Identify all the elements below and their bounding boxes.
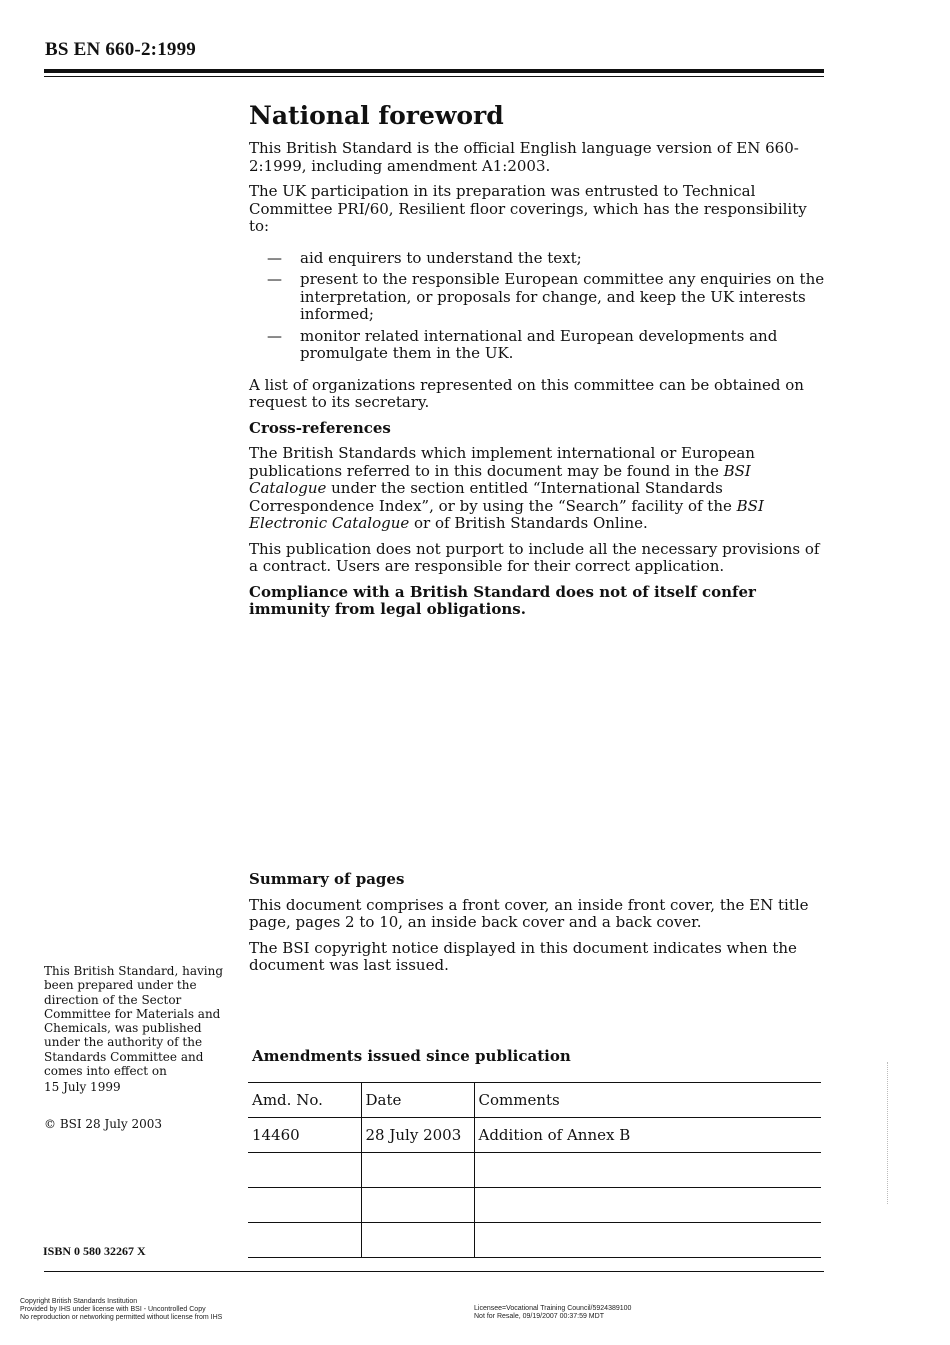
publication-sidebar	[44, 964, 229, 1095]
header-rule-thick	[44, 69, 824, 73]
footer-rule	[44, 1271, 824, 1272]
cross-ref-text-e: or of British Standards Online.	[409, 514, 648, 532]
foreword-paragraph-1: This British Standard is the official English language version of EN 660-2:1999, including amendment A1:2003.	[249, 139, 799, 175]
bsi-catalogue-title: BSI Catalogue	[249, 461, 751, 497]
dash-marker: —	[267, 248, 282, 267]
foreword-paragraph-3: A list of organizations represented on this committee can be obtained on request to its secretary.	[249, 375, 804, 411]
footer-line: Not for Resale, 09/19/2007 00:37:59 MDT	[474, 1313, 604, 1320]
isbn: ISBN 0 580 32267 X	[43, 1244, 146, 1258]
footer-line: No reproduction or networking permitted without license from IHS	[20, 1314, 223, 1321]
list-item-text: aid enquirers to understand the text;	[300, 248, 582, 267]
table-cell	[474, 1153, 821, 1188]
list-item	[249, 271, 829, 324]
footer-license-left	[20, 1298, 222, 1322]
column-header-amd-no: Amd. No.	[248, 1083, 361, 1118]
page-title: National foreword	[249, 101, 504, 130]
table-cell	[248, 1153, 361, 1188]
amendments-table	[248, 1082, 821, 1258]
header-rule-thin	[44, 76, 824, 77]
bsi-electronic-catalogue-title: BSI Electronic Catalogue	[249, 496, 764, 532]
list-item	[249, 328, 829, 363]
dash-marker: —	[267, 326, 282, 345]
table-cell	[474, 1223, 821, 1258]
effective-date: 15 July 1999	[44, 1080, 121, 1095]
cross-references-heading: Cross-references	[249, 418, 391, 437]
foreword-paragraph-4: This publication does not purport to include all the necessary provisions of a contract. Users are responsible for their correct application.	[249, 539, 820, 575]
table-cell	[248, 1188, 361, 1223]
summary-of-pages	[249, 871, 829, 983]
table-cell: 14460	[248, 1118, 361, 1153]
table-header-row	[248, 1083, 821, 1118]
foreword-paragraph-2: The UK participation in its preparation was entrusted to Technical Committee PRI/60, Resilient floor coverings, which has the responsibility to:	[249, 182, 807, 235]
copyright-notice: © BSI 28 July 2003	[44, 1117, 163, 1131]
cross-ref-text-a: The British Standards which implement international or European publications referred to in this document may be found in the	[249, 444, 755, 480]
national-foreword	[249, 100, 829, 627]
sidebar-authority-text: This British Standard, having been prepared under the direction of the Sector Committee for Materials and Chemicals, was published under the authority of the Standards Committee and comes into effect on	[44, 964, 224, 1079]
summary-paragraph-2: The BSI copyright notice displayed in this document indicates when the document was last issued.	[249, 938, 797, 974]
summary-heading: Summary of pages	[249, 870, 405, 888]
standard-id: BS EN 660-2:1999	[45, 39, 196, 60]
table-row	[248, 1153, 821, 1188]
list-item	[249, 250, 829, 268]
table-cell	[361, 1223, 474, 1258]
table-row	[248, 1188, 821, 1223]
table-cell	[361, 1153, 474, 1188]
list-item-text: present to the responsible European committee any enquiries on the interpretation, or proposals for change, and keep the UK interests informed;	[300, 270, 825, 323]
summary-paragraph-1: This document comprises a front cover, an inside front cover, the EN title page, pages 2 to 10, an inside back cover and a back cover.	[249, 895, 809, 931]
column-header-comments: Comments	[474, 1083, 821, 1118]
dash-marker: —	[267, 270, 282, 288]
table-cell	[248, 1223, 361, 1258]
table-cell: 28 July 2003	[361, 1118, 474, 1153]
table-cell: Addition of Annex B	[474, 1118, 821, 1153]
table-cell	[361, 1188, 474, 1223]
table-cell	[474, 1188, 821, 1223]
table-row	[248, 1118, 821, 1153]
compliance-statement: Compliance with a British Standard does not of itself confer immunity from legal obligations.	[249, 582, 756, 618]
amendments-title: Amendments issued since publication	[252, 1047, 571, 1065]
table-row	[248, 1223, 821, 1258]
cross-ref-text-c: under the section entitled “International Standards Correspondence Index”, or by using the “Search” facility of the	[249, 479, 737, 515]
cross-references-paragraph	[249, 445, 829, 533]
footer-line: Licensee=Vocational Training Council/5924389100	[474, 1305, 632, 1312]
footer-license-right	[474, 1305, 631, 1321]
column-header-date: Date	[361, 1083, 474, 1118]
responsibility-list	[249, 250, 829, 363]
list-item-text: monitor related international and European developments and promulgate them in the UK.	[300, 326, 778, 362]
margin-watermark	[887, 1062, 889, 1204]
footer-line: Provided by IHS under license with BSI - Uncontrolled Copy	[20, 1306, 206, 1313]
footer-line: Copyright British Standards Institution	[20, 1298, 138, 1305]
